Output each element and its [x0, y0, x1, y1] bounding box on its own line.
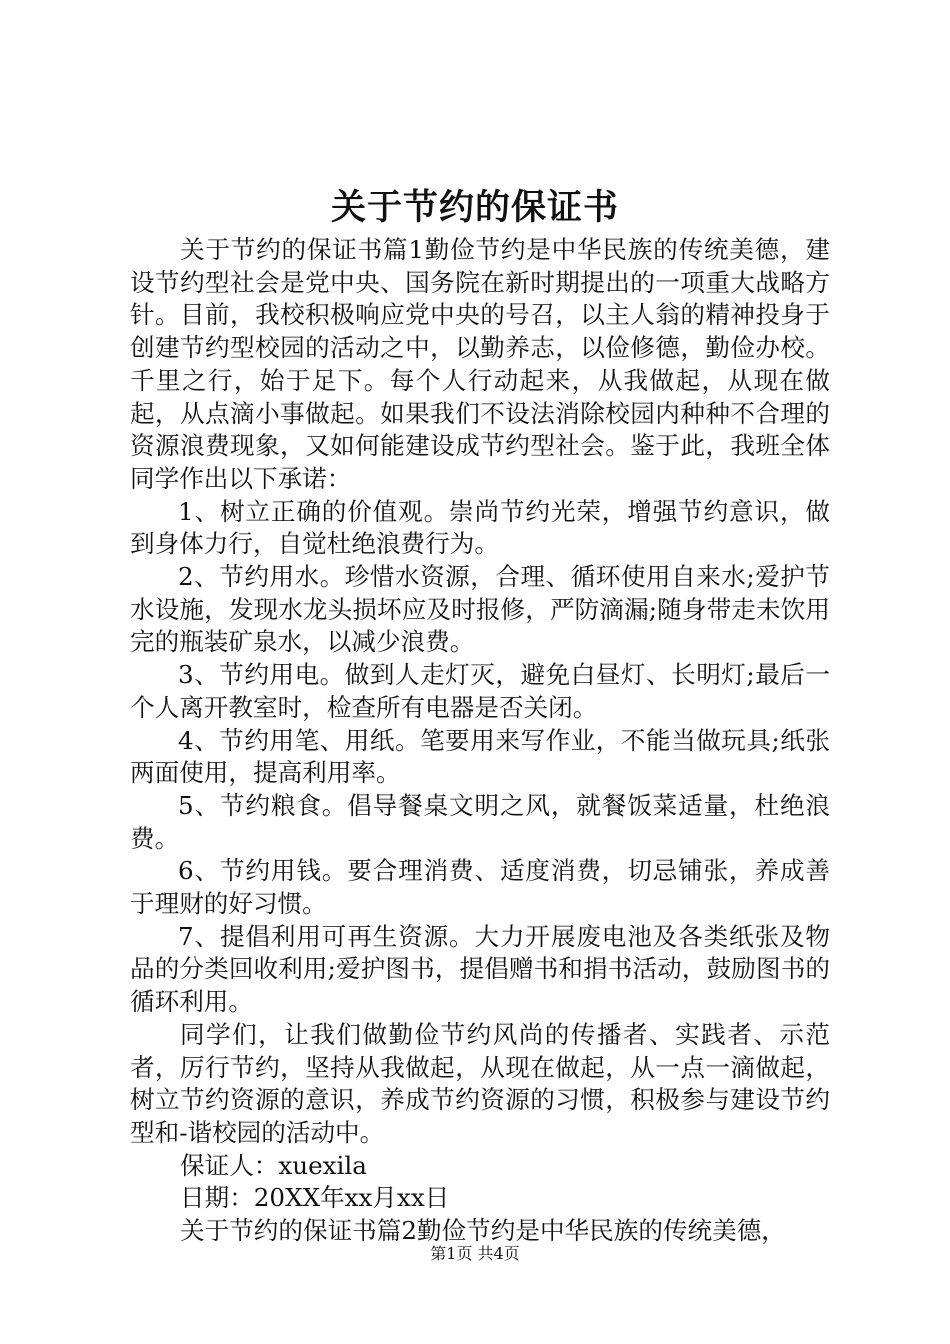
document-body — [130, 234, 830, 1248]
list-item-2: 2、节约用水。珍惜水资源，合理、循环使用自来水;爱护节水设施，发现水龙头损坏应及时报修，严防滴漏;随身带走未饮用完的瓶装矿泉水，以减少浪费。 — [130, 562, 830, 657]
list-item-1: 1、树立正确的价值观。崇尚节约光荣，增强节约意识，做到身体力行，自觉杜绝浪费行为。 — [130, 496, 830, 559]
document-title: 关于节约的保证书 — [330, 187, 619, 228]
date-line: 日期：20XX年xx月xx日 — [180, 1183, 450, 1213]
list-item-5: 5、节约粮食。倡导餐桌文明之风，就餐饭菜适量，杜绝浪费。 — [130, 790, 830, 853]
list-item-4: 4、节约用笔、用纸。笔要用来写作业，不能当做玩具;纸张两面使用，提高利用率。 — [130, 725, 830, 788]
second-letter-start: 关于节约的保证书篇2勤俭节约是中华民族的传统美德， — [180, 1216, 786, 1246]
page-number-footer: 第1页 共4页 — [430, 1244, 520, 1263]
list-item-6: 6、节约用钱。要合理消费、适度消费，切忌铺张，养成善于理财的好习惯。 — [130, 856, 830, 919]
list-item-7: 7、提倡利用可再生资源。大力开展废电池及各类纸张及物品的分类回收利用;爱护图书，提倡赠书和捐书活动，鼓励图书的循环利用。 — [130, 921, 830, 1017]
closing-paragraph: 同学们，让我们做勤俭节约风尚的传播者、实践者、示范者，厉行节约，坚持从我做起，从现在做起，从一点一滴做起，树立节约资源的意识，养成节约资源的习惯，积极参与建设节约型和-谐校园的活动中。 — [130, 1019, 830, 1147]
intro-paragraph: 关于节约的保证书篇1勤俭节约是中华民族的传统美德，建设节约型社会是党中央、国务院在新时期提出的一项重大战略方针。目前，我校积极响应党中央的号召，以主人翁的精神投身于创建节约型校园的活动之中，以勤养志，以俭修德，勤俭办校。千里之行，始于足下。每个人行动起来，从我做起，从现在做起，从点滴小事做起。如果我们不设法消除校园内种种不合理的资源浪费现象，又如何能建设成节约型社会。鉴于此，我班全体同学作出以下承诺： — [130, 235, 830, 493]
guarantor-line: 保证人：xuexila — [180, 1150, 367, 1180]
list-item-3: 3、节约用电。做到人走灯灭，避免白昼灯、长明灯;最后一个人离开教室时，检查所有电器是否关闭。 — [130, 660, 830, 722]
